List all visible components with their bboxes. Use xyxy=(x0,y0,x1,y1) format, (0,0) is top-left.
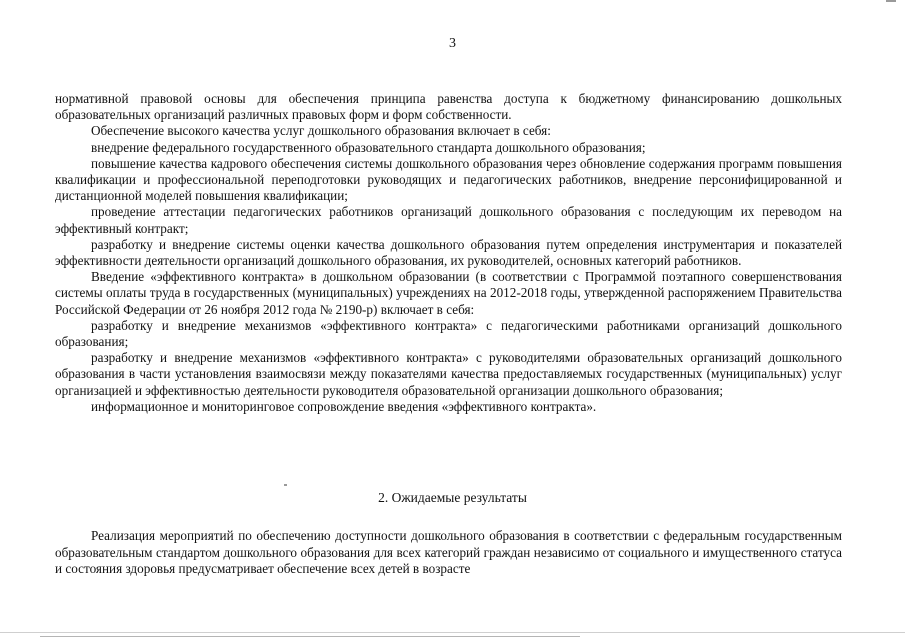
paragraph: разработку и внедрение механизмов «эффективного контракта» с руководителями образовательных организаций дошкольного образования в части установления взаимосвязи между показателями качества предоставляемых государственных (муниципальных) услуг организацией и эффективностью деятельности руководителя образовательной организации дошкольного образования; xyxy=(55,350,842,398)
paragraph: проведение аттестации педагогических работников организаций дошкольного образования с последующим их переводом на эффективный контракт; xyxy=(55,204,842,236)
paragraph: разработку и внедрение системы оценки качества дошкольного образования путем определения инструментария и показателей эффективности деятельности организаций дошкольного образования, их руководителей, основных категорий работников. xyxy=(55,236,842,269)
paragraph: разработку и внедрение механизмов «эффективного контракта» с педагогическими работниками организаций дошкольного образования; xyxy=(55,317,842,350)
paragraph: нормативной правовой основы для обеспечения принципа равенства доступа к бюджетному финансированию дошкольных образовательных организаций различных правовых форм и форм собственности. xyxy=(55,91,842,123)
paragraph: Реализация мероприятий по обеспечению доступности дошкольного образования в соответствии с федеральным государственным образовательным стандартом дошкольного образования для всех категорий граждан независимо от социального и имущественного статуса и состояния здоровья предусматривает обеспечение всех детей в возрасте xyxy=(55,528,842,577)
body-text-bottom xyxy=(55,528,842,578)
scan-artifact-bottom-line xyxy=(0,632,905,633)
scan-artifact-bottom-line xyxy=(40,636,580,637)
scan-artifact-dot xyxy=(284,484,287,486)
paragraph: внедрение федерального государственного образовательного стандарта дошкольного образования; xyxy=(91,139,646,155)
section-heading: 2. Ожидаемые результаты xyxy=(378,490,527,505)
paragraph: повышение качества кадрового обеспечения системы дошкольного образования через обновление содержания программ повышения квалификации и профессиональной переподготовки руководящих и педагогических работников, внедрение персонифицированной и дистанционной моделей повышения квалификации; xyxy=(55,155,842,204)
paragraph: Введение «эффективного контракта» в дошкольном образовании (в соответствии с Программой поэтапного совершенствования системы оплаты труда в государственных (муниципальных) учреждениях на 2012-2018 годы, утвержденной распоряжением Правительства Российской Федерации от 26 ноября 2012 года № 2190-р) включает в себя: xyxy=(55,269,842,317)
body-text-top xyxy=(55,91,842,415)
page-number: 3 xyxy=(449,36,456,51)
paragraph: информационное и мониторинговое сопровождение введения «эффективного контракта». xyxy=(91,398,597,414)
paragraph: Обеспечение высокого качества услуг дошкольного образования включает в себя: xyxy=(91,123,551,139)
scan-artifact-top-right xyxy=(886,0,896,2)
